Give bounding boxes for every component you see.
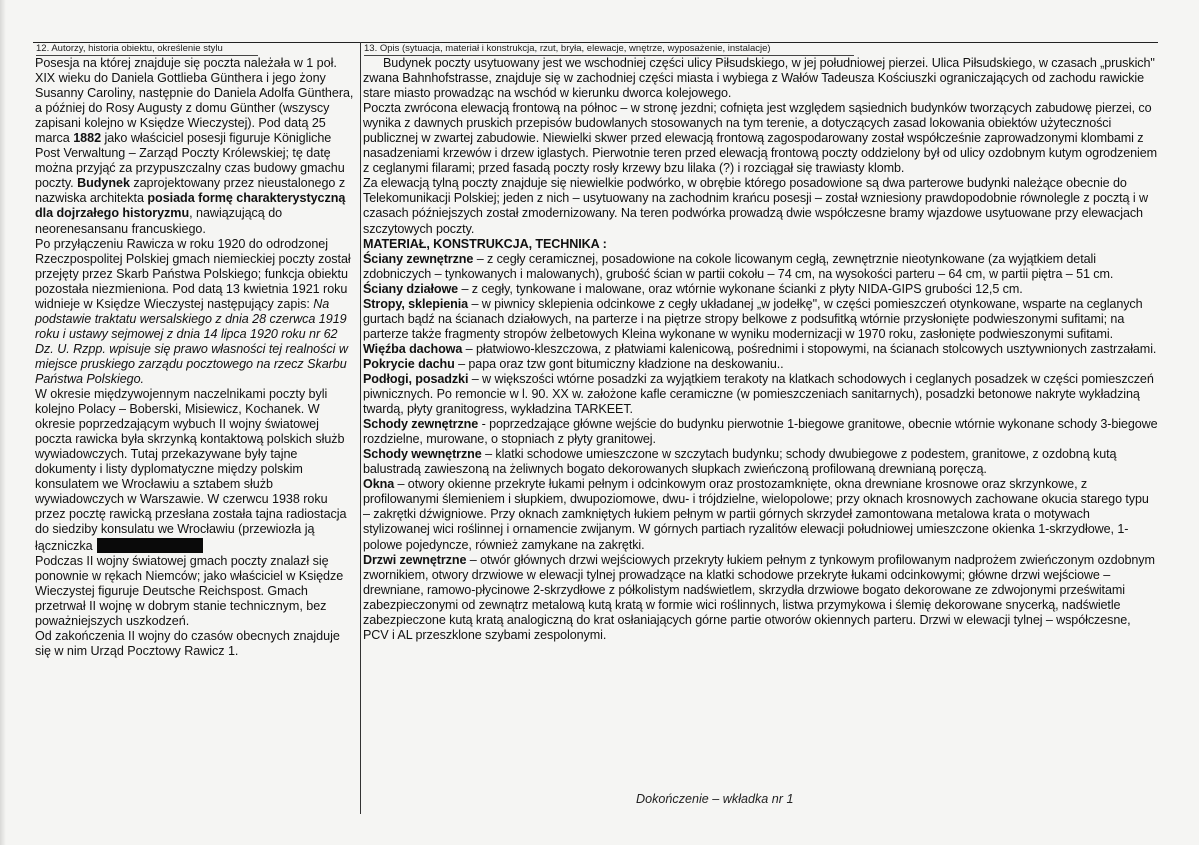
column-divider [360,42,361,814]
section-12-header: 12. Autorzy, historia obiektu, określenie stylu [36,43,223,54]
section-heading-text: MATERIAŁ, KONSTRUKCJA, TECHNIKA : [363,236,607,251]
history-text: Posesja na której znajduje się poczta należała w 1 poł. XIX wieku do Daniela Gottlieba Günthera i jego żony Susanny Caroliny, następnie do Daniela Adolfa Günthera, a później do Rosy Augusty z domu Günther (wszyscy zapisani kolejno w Księdze Wieczystej). Pod datą 25 marca [35,56,354,146]
material-item [363,372,1158,417]
material-item-term: Schody wewnętrzne [363,447,482,462]
history-text: jako właściciel posesji figuruje Königliche Post Verwaltung – Zarząd Poczty Królewskiej; tę datę można przyjąć za przypuszczalny czas budowy gmachu poczty. [35,131,345,191]
material-item-text: – z cegły ceramicznej, posadowione na cokole licowanym cegłą, zewnętrznie nieotynkowane (za wyjątkiem detali zdobniczych – tynkowanych i malowanych), grubość ścian w partii cokołu – 74 cm, na wysokości parteru – 64 cm, w partii piętra – 51 cm. [363,251,1114,281]
redaction-bar [97,538,203,553]
material-item [363,282,1158,297]
material-item [363,297,1158,342]
continuation-note: Dokończenie – wkładka nr 1 [636,792,794,806]
land-register-quote: Na podstawie traktatu wersalskiego z dnia 28 czerwca 1919 roku i ustawy sejmowej z dnia 14 lipca 1920 roku nr 62 Dz. U. Rzpp. wpisuje się prawo własności tej realności w miejsce pruskiego zarządu pocztowego na rzecz Skarbu Państwa Polskiego. [35,296,348,386]
history-text: Od zakończenia II wojny do czasów obecnych znajduje się w nim Urząd Pocztowy Rawicz 1. [35,628,340,658]
material-item [363,342,1158,357]
material-section-heading [363,237,1158,252]
history-paragraph-4 [35,554,357,629]
history-paragraph-3 [35,387,357,554]
material-item-text: – płatwiowo-kleszczowa, z płatwiami kalenicową, pośrednimi i stopowymi, na ścianach stolcowych usztywnionych zastrzałami. [462,341,1157,356]
history-bold-term: Budynek [77,176,130,191]
material-item-term: Stropy, sklepienia [363,296,469,311]
material-item-text: – w większości wtórne posadzki za wyjątkiem terakoty na klatkach schodowych i ceglanych posadzek w części pomieszczeń piwnicznych. Po remoncie w l. 90. XX w. założone kafle ceramiczne (w pomieszczeniach sanitarnych), posadzki betonowe nakryte wykładziną twardą, płyty granitogress, wykładzina TARKEET. [363,371,1154,417]
history-text: zaprojektowany przez nieustalonego z nazwiska architekta [35,176,346,206]
material-item [363,447,1158,477]
history-text: Po przyłączeniu Rawicza w roku 1920 do odrodzonej Rzeczpospolitej Polskiej gmach niemieckiej poczty został przejęty przez Skarb Państwa Polskiego; funkcja obiektu pozostała niezmieniona. Pod datą 13 kwietnia 1921 roku widnieje w Księdze Wieczystej następujący zapis: [35,236,351,311]
material-item-term: Okna [363,477,395,492]
material-item [363,252,1158,282]
material-item-term: Pokrycie dachu [363,356,455,371]
material-item-text: – z cegły, tynkowane i malowane, oraz wtórnie wykonane ścianki z płyty NIDA-GIPS grubości 12,5 cm. [458,281,1023,296]
material-item [363,357,1158,372]
material-item [363,417,1158,447]
material-item-term: Więźba dachowa [363,341,463,356]
history-date: 1882 [73,131,102,146]
material-item-term: Podłogi, posadzki [363,371,469,386]
material-item-term: Drzwi zewnętrzne [363,552,467,567]
history-paragraph-1 [35,56,357,237]
material-item [363,553,1158,643]
material-item-term: Schody zewnętrzne [363,417,479,432]
history-text: W okresie międzywojennym naczelnikami poczty byli kolejno Polacy – Boberski, Misiewicz, Kochanek. W okresie poprzedzającym wybuch II wojny światowej poczta rawicka była skrzynką kontaktową polskich służb wywiadowczych. Tutaj przekazywane były tajne dokumenty i listy dyplomatyczne między polskim konsulatem we Wrocławiu a sztabem służb wywiadowczych w Warszawie. W czerwcu 1938 roku przez pocztę rawicką przesłana została tajna radiostacja do siedziby konsulatu we Wrocławiu (przewiozła ją łączniczka [35,387,347,553]
history-paragraph-5 [35,629,357,659]
material-item-term: Ściany zewnętrzne [363,251,474,266]
material-item [363,477,1158,552]
material-item-term: Ściany działowe [363,281,459,296]
description-paragraph-3: Za elewacją tylną poczty znajduje się niewielkie podwórko, w obrębie którego posadowione są dwa parterowe budynki należące obecnie do Telekomunikacji Polskiej; jeden z nich – usytuowany na zachodnim krańcu posesji – został wzniesiony prawdopodobnie równolegle z pocztą i w czasach późniejszych został zmodernizowany. Na teren podwórka prowadzą dwie współczesne bramy wjazdowe usytuowane przy elewacjach szczytowych poczty. [363,176,1148,236]
section-13-header: 13. Opis (sytuacja, materiał i konstrukcja, rzut, bryła, elewacje, wnętrze, wyposażenie, instalacje) [364,43,771,54]
history-bold-style: posiada formę charakterystyczną dla dojrzałego historyzmu [35,191,346,221]
history-column [35,56,357,659]
history-text: , nawiązującą do neorenesansanu francuskiego. [35,206,283,236]
material-item-text: – papa oraz tzw gont bitumiczny kładzione na deskowaniu.. [454,356,784,371]
material-items [363,252,1158,643]
history-text: Podczas II wojny światowej gmach poczty znalazł się ponownie w rękach Niemców; jako właściciel w Księdze Wieczystej figuruje Deutsche Reichspost. Gmach przetrwał II wojnę w dobrym stanie technicznym, bez poważniejszych uszkodzeń. [35,553,344,628]
material-item-text: - poprzedzające główne wejście do budynku pierwotnie 1-biegowe granitowe, obecnie wtórnie wykonane schody 3-biegowe rozdzielne, murowane, o stopniach z płyty granitowej. [363,417,1158,447]
description-paragraph-2: Poczta zwrócona elewacją frontową na północ – w stronę jezdni; cofnięta jest względem sąsiednich budynków tworzących zabudowę pierzei, co wynika z dawnych pruskich przepisów budowlanych stosowanych na tym terenie, a dotyczących zasad lokowania obiektów użyteczności publicznej w zwartej zabudowie. Niewielki skwer przed elewacją frontową zagospodarowany został współcześnie zaprowadzonymi klombami z nasadzeniami krzewów i drzew iglastych. Pierwotnie teren przed elewacją frontową poczty oddzielony był od ulicy ozdobnym kutym ogrodzeniem z ceglanymi filarami; przed fasadą poczty rosły krzewy bzu lilaka (?) i rozciągał się trawiasty klomb. [363,101,1157,176]
material-item-text: – klatki schodowe umieszczone w szczytach budynku; schody dwubiegowe z podestem, granitowe, z ozdobną kutą balustradą zawieszoną na żeliwnych bogato dekorowanych słupkach zwieńczoną profilowaną drewnianą poręczą. [363,447,1117,477]
history-paragraph-2 [35,237,357,387]
material-item-text: – otwory okienne przekryte łukami pełnym i odcinkowym oraz prostozamknięte, okna drewniane krosnowe oraz skrzynkowe, z profilowanymi ślemieniem i słupkiem, dwupoziomowe, dwu- i trójdzielne, wielopolowe; przy oknach krosnowych zachowane okucia starego typu – zakrętki dźwigniowe. Przy oknach zamkniętych łukiem pełnym w partii górnych skrzydeł zamontowana metalowa krata o motywach stylizowanej wici roślinnej i ornamencie zwijanym. W górnych partiach ryzalitów elewacji południowej umieszczone okienka 1-skrzydłowe, 1-polowe pojedyncze, również zamykane na zakrętki. [363,477,1149,552]
material-item-text: – w piwnicy sklepienia odcinkowe z cegły układanej „w jodełkę", w części pomieszczeń otynkowane, wsparte na ceglanych gurtach bądź na ścianach działowych, na parterze i na piętrze stropy belkowe z podsufitką wtórnie przysłonięte podwieszonymi sufitami; na parterze także fragmenty stropów żelbetowych Kleina wykonane w wyniku modernizacji w 1970 roku, zasłonięte podwieszonymi sufitami. [363,296,1143,341]
description-paragraph-1: Budynek poczty usytuowany jest we wschodniej części ulicy Piłsudskiego, w jej południowej pierzei. Ulica Piłsudskiego, w czasach „pruskich" zwana Bahnhofstrasse, znajduje się w zachodniej części miasta i wybiega z Wałów Tadeusza Kościuszki ograniczających od zachodu rawickie stare miasto prowadząc na wschód w kierunku dworca kolejowego. [363,56,1155,101]
scan-edge-shadow [0,0,6,845]
material-item-text: – otwór głównych drzwi wejściowych przekryty łukiem pełnym z tynkowym profilowanym nadprożem zwieńczonym ozdobnym zwornikiem, otwory drzwiowe w elewacji tylnej prowadzące na klatki schodowe przekryte łukami odcinkowymi; główne drzwi wejściowe – drewniane, ramowo-płycinowe 2-skrzydłowe z półkolistym nadświetlem, skrzydła drzwiowe bogato dekorowane ze zdwojonymi prześwitami zabezpieczonymi od zewnątrz metalową kutą kratą w formie wici roślinnych, listwa przymykowa i ślemię dekorowane snycerką, nadświetle zabezpieczone kutą kratą analogiczną do krat osłaniających górne partie otworów okiennych parteru. Drzwi w elewacji tylnej – współczesne, PCV i AL przeszklone szybami zespolonymi. [363,552,1155,642]
description-column [363,56,1158,643]
